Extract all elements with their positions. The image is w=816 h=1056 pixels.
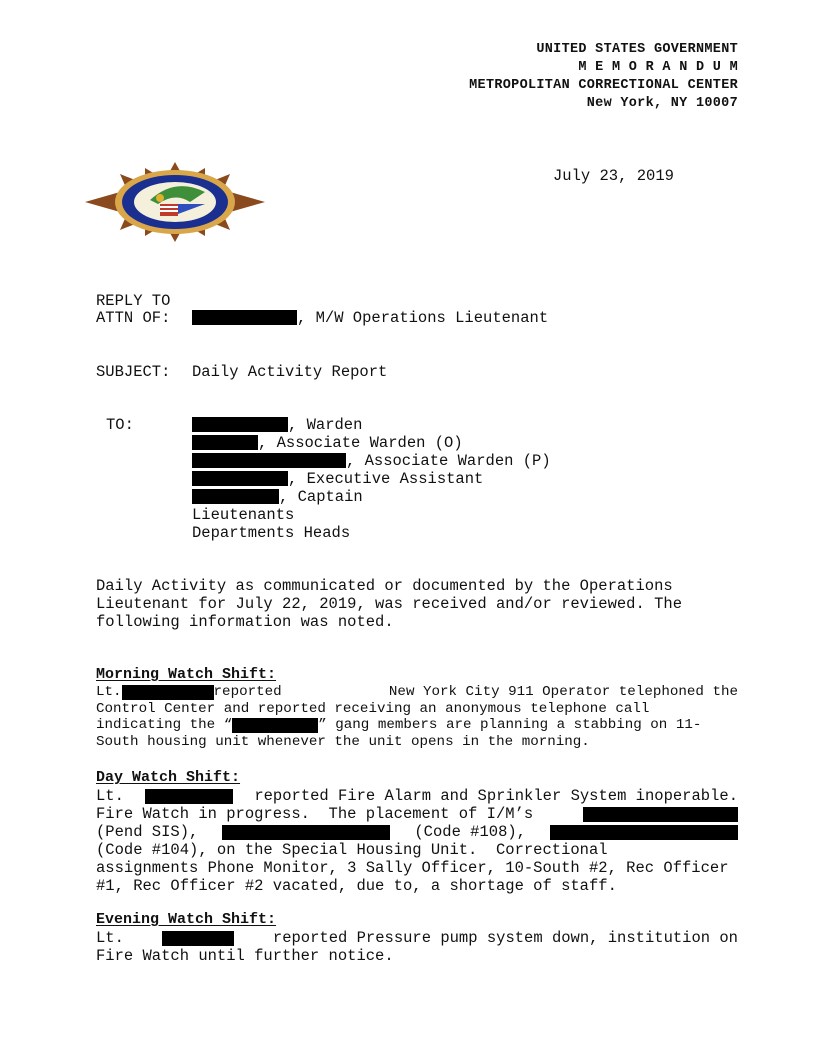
recipient: Departments Heads — [192, 524, 351, 542]
text-line — [96, 717, 738, 734]
redaction-box — [550, 825, 738, 840]
text-line — [96, 787, 738, 805]
bop-seal-logo — [80, 162, 270, 242]
text-segment: South housing unit whenever the unit opens in the morning. — [96, 733, 590, 750]
redaction-box — [222, 825, 390, 840]
text-segment: Lt. — [96, 787, 124, 805]
text-segment: reported — [213, 684, 282, 700]
recipient — [192, 452, 551, 470]
subject-label: SUBJECT: — [96, 363, 171, 381]
text-line — [96, 684, 738, 701]
text-segment: Lt. — [96, 684, 122, 700]
redaction-box — [162, 931, 234, 946]
text-segment: , Associate Warden (P) — [346, 452, 551, 470]
redaction-box — [145, 789, 233, 804]
morning-paragraph — [96, 684, 738, 750]
redaction-box — [122, 685, 214, 700]
attn-of-label: ATTN OF: — [96, 309, 171, 327]
redaction-box — [192, 489, 279, 504]
text-segment: assignments Phone Monitor, 3 Sally Officer, 10-South #2, Rec Officer — [96, 859, 729, 877]
recipient — [192, 470, 551, 488]
redaction-box — [192, 453, 346, 468]
reply-to-label: REPLY TO — [96, 292, 171, 310]
morning-heading: Morning Watch Shift: — [96, 666, 277, 683]
intro-paragraph: Daily Activity as communicated or documented by the Operations Lieutenant for July 22, 2019, was received and/or reviewed. The following information was noted. — [96, 577, 682, 631]
memo-date: July 23, 2019 — [553, 167, 674, 185]
text-segment: , Associate Warden (O) — [258, 434, 463, 452]
text-segment: indicating the “ — [96, 717, 233, 733]
text-segment: , Captain — [279, 488, 363, 506]
redaction-box — [192, 435, 258, 450]
attn-title: , M/W Operations Lieutenant — [297, 309, 549, 327]
text-segment: (Code #108), — [414, 823, 526, 841]
header-line-4: New York, NY 10007 — [586, 96, 738, 111]
evening-heading: Evening Watch Shift: — [96, 911, 277, 928]
header-line-2: M E M O R A N D U M — [578, 60, 738, 75]
text-segment: New York City 911 Operator telephoned the — [388, 684, 738, 700]
recipient — [192, 416, 551, 434]
text-segment: ” gang members are planning a stabbing on 11- — [318, 717, 702, 733]
text-segment: , Warden — [288, 416, 363, 434]
text-segment: reported Fire Alarm and Sprinkler System inoperable. — [254, 787, 738, 805]
subject-value: Daily Activity Report — [192, 363, 388, 381]
evening-paragraph — [96, 929, 738, 965]
day-heading: Day Watch Shift: — [96, 769, 241, 786]
recipient — [192, 434, 551, 452]
header-line-3: METROPOLITAN CORRECTIONAL CENTER — [469, 78, 738, 93]
redaction-box — [192, 310, 297, 325]
day-paragraph — [96, 787, 738, 895]
redaction-box — [192, 417, 288, 432]
redaction-box — [192, 471, 288, 486]
text-segment: (Code #104), on the Special Housing Unit. Correctional — [96, 841, 608, 859]
redaction-box — [232, 718, 318, 733]
text-segment: Fire Watch in progress. The placement of I/M’s — [96, 805, 534, 823]
redaction-box — [583, 807, 738, 822]
text-segment: Lt. — [96, 929, 124, 947]
recipient-list — [192, 416, 551, 542]
text-line — [96, 929, 738, 947]
header-line-1: UNITED STATES GOVERNMENT — [536, 42, 738, 57]
text-segment: Control Center and reported receiving an anonymous telephone call — [96, 700, 650, 717]
to-label: TO: — [106, 416, 134, 434]
text-segment: (Pend SIS), — [96, 823, 199, 841]
text-segment: reported Pressure pump system down, institution on — [272, 929, 738, 947]
text-line — [96, 823, 738, 841]
text-line — [96, 805, 738, 823]
text-segment: #1, Rec Officer #2 vacated, due to, a shortage of staff. — [96, 877, 617, 895]
text-segment: Fire Watch until further notice. — [96, 947, 394, 965]
attn-of-value — [192, 309, 548, 327]
text-segment: , Executive Assistant — [288, 470, 484, 488]
recipient — [192, 488, 551, 506]
recipient: Lieutenants — [192, 506, 295, 524]
